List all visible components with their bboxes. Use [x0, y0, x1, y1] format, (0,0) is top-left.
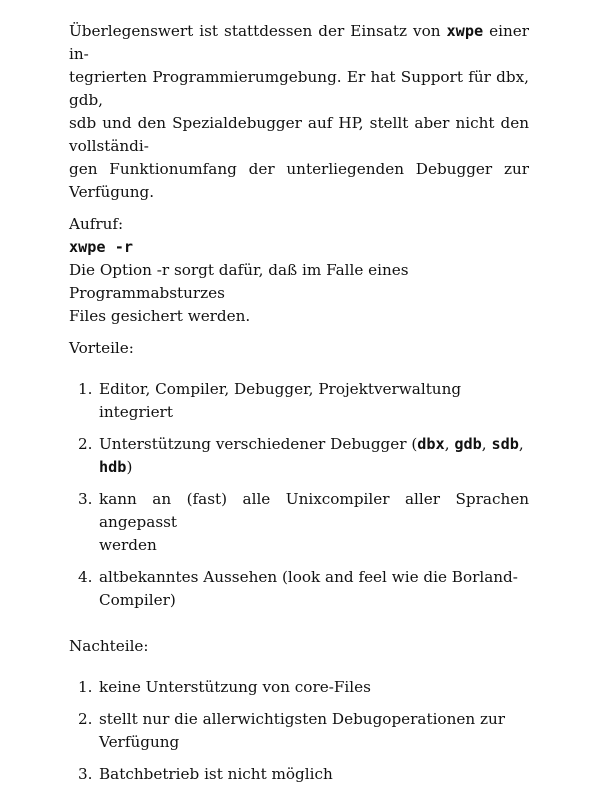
list-number: 1.	[78, 678, 93, 696]
list-item-text-end: )	[126, 458, 133, 476]
aufruf-description-1: Die Option -r sorgt dafür, daß im Falle eines Programmabsturzes	[69, 261, 409, 302]
list-item-text: keine Unterstützung von core-Files	[99, 678, 371, 696]
debugger-dbx: dbx	[417, 435, 445, 453]
list-item-text: Editor, Compiler, Debugger, Projektverwaltung integriert	[99, 380, 462, 421]
intro-text-2: einer in-	[69, 22, 530, 63]
list-item-text-cont: werden	[99, 536, 157, 554]
nachteile-list	[69, 676, 529, 786]
aufruf-section	[69, 213, 529, 328]
list-item-text: Batchbetrieb ist nicht möglich	[99, 765, 333, 783]
intro-paragraph	[69, 20, 529, 204]
list-item	[69, 676, 529, 699]
list-number: 3.	[78, 490, 93, 508]
nachteile-heading: Nachteile:	[69, 637, 149, 655]
debugger-sdb: sdb	[491, 435, 519, 453]
intro-text-5: gen Funktionumfang der unterliegenden Debugger zur Verfügung.	[69, 160, 529, 201]
intro-text-1: Überlegenswert ist stattdessen der Einsatz von	[69, 22, 441, 40]
list-item	[69, 488, 529, 557]
list-number: 4.	[78, 568, 93, 586]
list-item	[69, 763, 529, 786]
debugger-gdb: gdb	[454, 435, 482, 453]
list-number: 3.	[78, 765, 93, 783]
list-item-text: kann an (fast) alle Unixcompiler aller Sprachen angepasst	[99, 490, 529, 531]
list-number: 1.	[78, 380, 93, 398]
vorteile-list	[69, 378, 529, 612]
list-item-text: Unterstützung verschiedener Debugger (	[99, 435, 418, 453]
list-number: 2.	[78, 435, 93, 453]
intro-text-4: sdb und den Spezialdebugger auf HP, stellt aber nicht den vollständi-	[69, 114, 529, 155]
aufruf-label: Aufruf:	[69, 215, 124, 233]
list-number: 2.	[78, 710, 93, 728]
debugger-hdb: hdb	[99, 458, 127, 476]
list-item: 2. Unterstützung verschiedener Debugger (dbx, gdb, sdb, hdb)	[78, 435, 524, 476]
list-item	[69, 378, 529, 424]
aufruf-command: xwpe -r	[69, 238, 134, 256]
aufruf-description-2: Files gesichert werden.	[69, 307, 251, 325]
intro-text-3: tegrierten Programmierumgebung. Er hat Support für dbx, gdb,	[69, 68, 529, 109]
list-item-text: stellt nur die allerwichtigsten Debugoperationen zur Verfügung	[99, 710, 505, 751]
list-item-text: altbekanntes Aussehen (look and feel wie die Borland-Compiler)	[99, 568, 518, 609]
list-item	[69, 566, 529, 612]
document-page	[69, 20, 529, 795]
list-item	[69, 708, 529, 754]
xwpe-term: xwpe	[446, 22, 484, 40]
vorteile-heading: Vorteile:	[69, 339, 134, 357]
